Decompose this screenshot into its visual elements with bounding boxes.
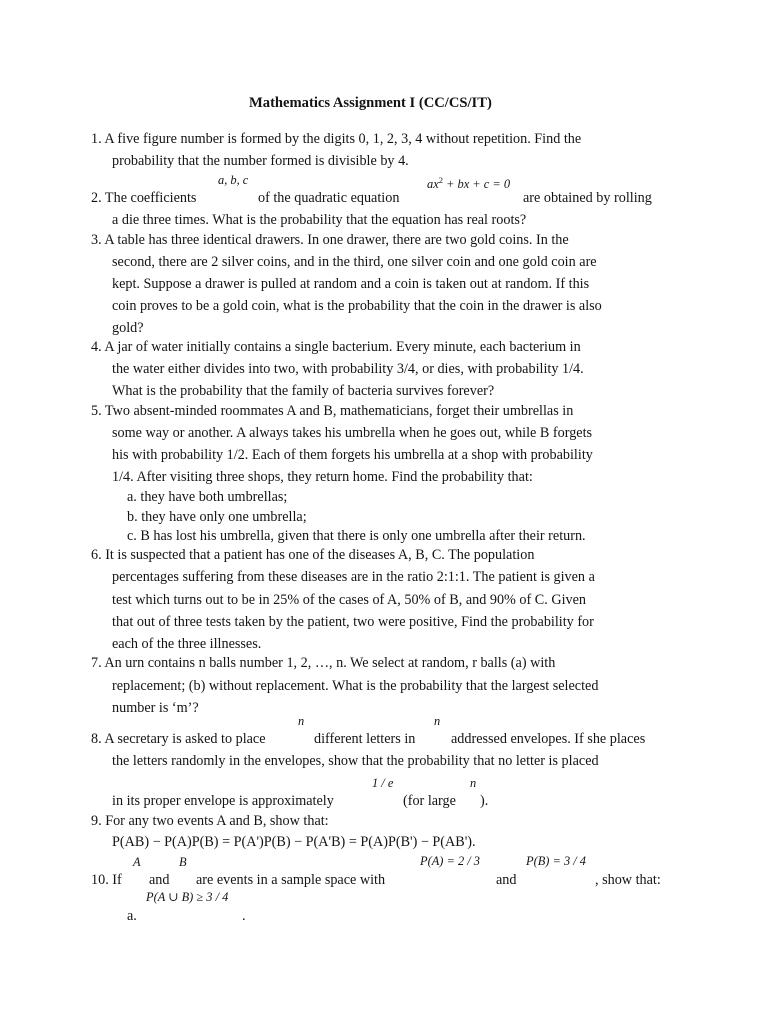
q10-item-a-label: a. (127, 908, 137, 924)
q10-item-a-end: . (242, 908, 246, 924)
q8-math-n3: n (470, 776, 477, 790)
q8-line2: the letters randomly in the envelopes, show that the probability that no letter is placed (112, 753, 599, 769)
q7-line1: 7. An urn contains n balls number 1, 2, …, n. We select at random, r balls (a) with (91, 655, 556, 671)
q2-line1-c: are obtained by rolling (523, 190, 652, 206)
q5-item-b: b. they have only one umbrella; (127, 509, 307, 525)
q2-line1-b: of the quadratic equation (258, 190, 400, 206)
page-title: Mathematics Assignment I (CC/CS/IT) (249, 95, 492, 111)
q3-line2: second, there are 2 silver coins, and in the third, one silver coin and one gold coin are (112, 254, 597, 270)
q10-math-PB: P(B) = 3 / 4 (526, 854, 586, 868)
q3-line4: coin proves to be a gold coin, what is the probability that the coin in the drawer is also (112, 298, 602, 314)
q10-line1-a: 10. If (91, 872, 122, 888)
q10-math-A: A (133, 855, 141, 869)
q6-line5: each of the three illnesses. (112, 636, 262, 652)
q8-math-n2: n (434, 714, 441, 728)
q10-line1-b: and (149, 872, 170, 888)
q10-math-PA: P(A) = 2 / 3 (420, 854, 480, 868)
q9-line2: P(AB) − P(A)P(B) = P(A')P(B) − P(A'B) = P(A)P(B') − P(AB'). (112, 834, 476, 850)
q6-line4: that out of three tests taken by the patient, two were positive, Find the probability for (112, 614, 594, 630)
q8-line3-a: in its proper envelope is approximately (112, 793, 334, 809)
q4-line1: 4. A jar of water initially contains a single bacterium. Every minute, each bacterium in (91, 339, 581, 355)
q7-line3: number is ‘m’? (112, 700, 199, 716)
q3-line1: 3. A table has three identical drawers. In one drawer, there are two gold coins. In the (91, 232, 569, 248)
q10-line1-d: and (496, 872, 517, 888)
q7-line2: replacement; (b) without replacement. What is the probability that the largest selected (112, 678, 599, 694)
q5-line1: 5. Two absent-minded roommates A and B, mathematicians, forget their umbrellas in (91, 403, 574, 419)
q2-eq-post: + bx + c = 0 (442, 177, 511, 191)
q3-line3: kept. Suppose a drawer is pulled at random and a coin is taken out at random. If this (112, 276, 590, 292)
q8-line1-a: 8. A secretary is asked to place (91, 731, 266, 747)
q2-line1-a: 2. The coefficients (91, 190, 197, 206)
q10-math-union: P(A ∪ B) ≥ 3 / 4 (146, 890, 229, 904)
q6-line2: percentages suffering from these diseases are in the ratio 2:1:1. The patient is given a (112, 569, 595, 585)
q2-eq-pre: ax (427, 177, 439, 191)
q8-line1-c: addressed envelopes. If she places (451, 731, 646, 747)
q5-item-c: c. B has lost his umbrella, given that there is only one umbrella after their return. (127, 528, 586, 544)
q2-eq-exponent: 2 (438, 175, 443, 185)
q6-line3: test which turns out to be in 25% of the cases of A, 50% of B, and 90% of C. Given (112, 592, 587, 608)
q8-math-1e: 1 / e (372, 776, 394, 790)
q5-line3: his with probability 1/2. Each of them forgets his umbrella at a shop with probability (112, 447, 593, 463)
q4-line3: What is the probability that the family of bacteria survives forever? (112, 383, 495, 399)
q5-item-a: a. they have both umbrellas; (127, 489, 288, 505)
q8-math-n1: n (298, 714, 305, 728)
q2-line2: a die three times. What is the probability that the equation has real roots? (112, 212, 527, 228)
q10-line1-c: are events in a sample space with (196, 872, 386, 888)
q2-math-coefficients: a, b, c (218, 173, 249, 187)
q10-math-B: B (179, 855, 187, 869)
q4-line2: the water either divides into two, with probability 3/4, or dies, with probability 1/4. (112, 361, 584, 377)
q8-line1-b: different letters in (314, 731, 416, 747)
q5-line2: some way or another. A always takes his umbrella when he goes out, while B forgets (112, 425, 593, 441)
q1-line2: probability that the number formed is divisible by 4. (112, 153, 409, 169)
q10-line1-e: , show that: (595, 872, 661, 888)
q1-line1: 1. A five figure number is formed by the digits 0, 1, 2, 3, 4 without repetition. Find the (91, 131, 582, 147)
q9-line1: 9. For any two events A and B, show that: (91, 813, 329, 829)
q5-line4: 1/4. After visiting three shops, they return home. Find the probability that: (112, 469, 533, 485)
q3-line5: gold? (112, 320, 144, 336)
q8-line3-c: ). (480, 793, 489, 809)
q6-line1: 6. It is suspected that a patient has one of the diseases A, B, C. The population (91, 547, 535, 563)
q8-line3-b: (for large (403, 793, 456, 809)
q2-math-equation (427, 171, 510, 193)
